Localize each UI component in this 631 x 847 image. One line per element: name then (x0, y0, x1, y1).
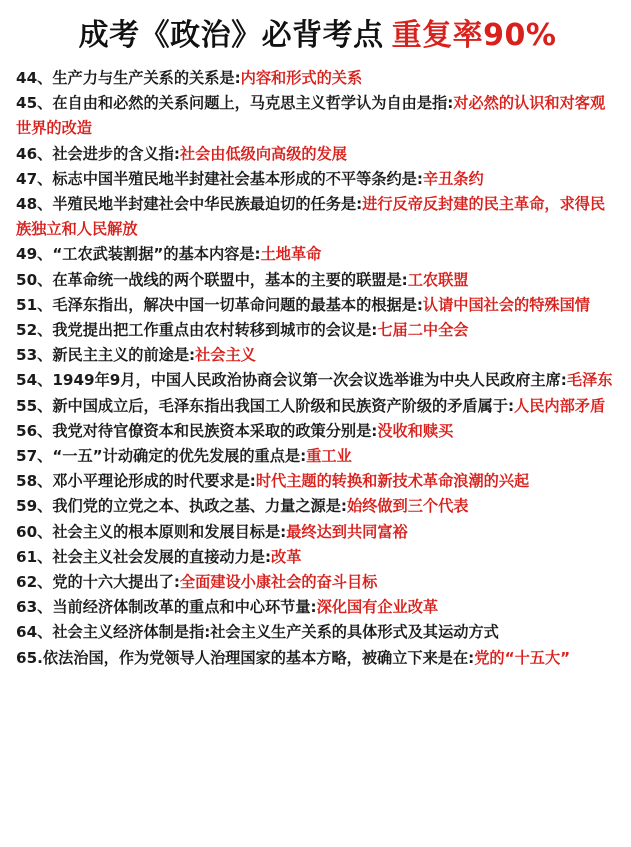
list-item (16, 142, 619, 167)
answer-text: 改革 (271, 547, 302, 566)
list-item (16, 293, 619, 318)
list-item (16, 570, 619, 595)
question-text: 55、新中国成立后，毛泽东指出我国工人阶级和民族资产阶级的矛盾属于: (16, 396, 515, 415)
answer-text: 党的“十五大” (474, 648, 571, 667)
list-item (16, 167, 619, 192)
answer-text: 对必然的认识和对客观世界的改造 (16, 94, 606, 138)
answer-text: 最终达到共同富裕 (286, 522, 408, 541)
question-text: 63、当前经济体制改革的重点和中心环节量: (16, 598, 317, 617)
question-text: 57、“一五”计动确定的优先发展的重点是: (16, 447, 307, 466)
list-item (16, 444, 619, 469)
question-text: 44、生产力与生产关系的关系是: (16, 69, 241, 87)
question-text: 62、党的十六大提出了: (16, 573, 180, 592)
list-item (16, 343, 619, 368)
answer-text: 毛泽东 (566, 371, 613, 390)
answer-text: 深化国有企业改革 (316, 598, 439, 617)
list-item (16, 620, 619, 645)
list-item (16, 66, 619, 91)
title-accent: 重复率90% (391, 18, 557, 53)
answer-text: 社会由低级向高级的发展 (179, 144, 347, 163)
list-item (16, 192, 619, 242)
question-text: 64、社会主义经济体制是指:社会主义生产关系的具体形式及其运动方式 (16, 623, 499, 642)
question-text: 65.依法治国，作为党领导人治理国家的基本方略，被确立下来是在: (16, 648, 475, 667)
question-text: 50、在革命统一战线的两个联盟中，基本的主要的联盟是: (16, 270, 408, 289)
answer-text: 认请中国社会的特殊国情 (422, 295, 590, 314)
answer-text: 人民内部矛盾 (514, 396, 606, 415)
question-text: 59、我们党的立党之本、执政之基、力量之源是: (16, 497, 347, 516)
key-points-list (16, 66, 619, 671)
list-item (16, 595, 619, 620)
list-item (16, 520, 619, 545)
list-item (16, 419, 619, 444)
answer-text: 重工业 (306, 447, 352, 466)
question-text: 53、新民主主义的前途是: (16, 346, 196, 365)
question-text: 45、在自由和必然的关系问题上，马克思主义哲学认为自由是指: (16, 94, 454, 113)
answer-text: 始终做到三个代表 (346, 497, 469, 516)
answer-text: 时代主题的转换和新技术革命浪潮的兴起 (255, 472, 530, 491)
question-text: 60、社会主义的根本原则和发展目标是: (16, 522, 287, 541)
answer-text: 土地革命 (260, 245, 322, 264)
question-text: 49、“工农武装割据”的基本内容是: (16, 245, 261, 264)
list-item (16, 494, 619, 519)
question-text: 47、标志中国半殖民地半封建社会基本形成的不平等条约是: (16, 169, 423, 188)
list-item (16, 394, 619, 419)
question-text: 54、1949年9月，中国人民政治协商会议第一次会议选举谁为中央人民政府主席: (16, 371, 567, 390)
answer-text: 辛丑条约 (422, 169, 484, 188)
page-title (16, 0, 619, 64)
list-item (16, 268, 619, 293)
answer-text: 工农联盟 (407, 270, 469, 289)
list-item (16, 91, 619, 141)
list-item (16, 242, 619, 267)
question-text: 52、我党提出把工作重点由农村转移到城市的会议是: (16, 321, 378, 340)
answer-text: 进行反帝反封建的民主革命，求得民族独立和人民解放 (16, 195, 606, 239)
question-text: 56、我党对待官僚资本和民族资本采取的政策分别是: (16, 421, 378, 440)
list-item (16, 368, 619, 393)
answer-text: 没收和赎买 (377, 421, 454, 440)
question-text: 61、社会主义社会发展的直接动力是: (16, 547, 272, 566)
list-item (16, 545, 619, 570)
title-main: 成考《政治》必背考点 (78, 18, 384, 53)
list-item (16, 469, 619, 494)
answer-text: 内容和形式的关系 (240, 69, 363, 87)
question-text: 58、邓小平理论形成的时代要求是: (16, 472, 256, 491)
list-item (16, 646, 619, 671)
question-text: 51、毛泽东指出，解决中国一切革命问题的最基本的根据是: (16, 295, 423, 314)
question-text: 46、社会进步的含义指: (16, 144, 180, 163)
answer-text: 七届二中全会 (377, 321, 469, 340)
list-item (16, 318, 619, 343)
question-text: 48、半殖民地半封建社会中华民族最迫切的任务是: (16, 195, 363, 214)
answer-text: 社会主义 (195, 346, 256, 365)
answer-text: 全面建设小康社会的奋斗目标 (179, 573, 378, 592)
